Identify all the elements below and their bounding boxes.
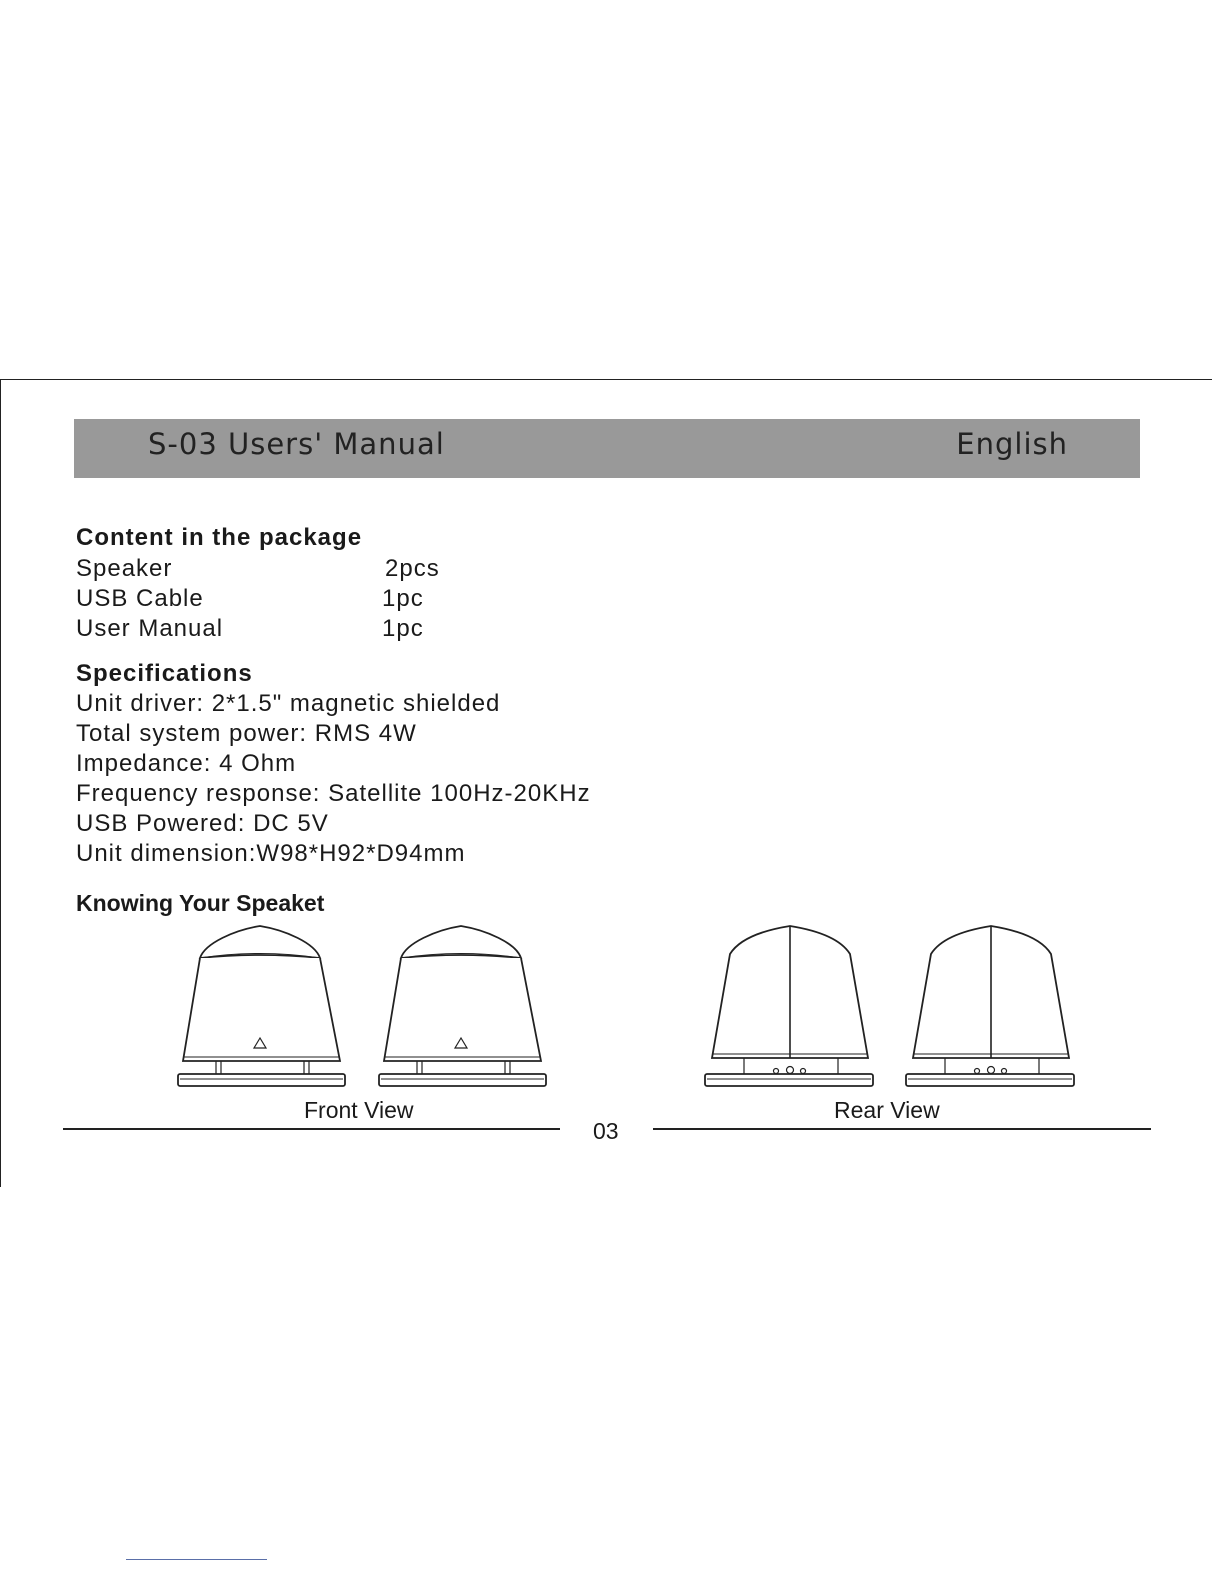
front-speaker-right: [379, 926, 546, 1086]
stray-link-underline: [126, 1559, 267, 1560]
package-item-name: User Manual: [76, 615, 224, 642]
spec-line: Impedance: 4 Ohm: [76, 750, 297, 777]
spec-line: Unit dimension:W98*H92*D94mm: [76, 840, 466, 867]
package-item-name: Speaker: [76, 555, 173, 582]
spec-line: Frequency response: Satellite 100Hz-20KHz: [76, 780, 591, 807]
footer-rule-right: [653, 1128, 1151, 1130]
front-speaker-left: [178, 926, 345, 1086]
language-label: English: [956, 427, 1068, 461]
rear-speaker-right: [906, 926, 1074, 1086]
spec-line: USB Powered: DC 5V: [76, 810, 329, 837]
package-item-qty: 1pc: [382, 585, 424, 612]
rear-view-caption: Rear View: [834, 1097, 940, 1123]
page-number: 03: [593, 1118, 619, 1144]
spec-line: Unit driver: 2*1.5" magnetic shielded: [76, 690, 501, 717]
package-item-qty: 2pcs: [385, 555, 440, 582]
knowing-heading: Knowing Your Speaket: [76, 890, 325, 916]
spec-line: Total system power: RMS 4W: [76, 720, 417, 747]
specifications-heading: Specifications: [76, 660, 253, 687]
front-view-caption: Front View: [304, 1097, 414, 1123]
rear-speaker-left: [705, 926, 873, 1086]
package-heading: Content in the package: [76, 524, 363, 551]
package-item-qty: 1pc: [382, 615, 424, 642]
manual-title: S-03 Users' Manual: [148, 427, 445, 461]
footer-rule-left: [63, 1128, 560, 1130]
package-item-name: USB Cable: [76, 585, 204, 612]
